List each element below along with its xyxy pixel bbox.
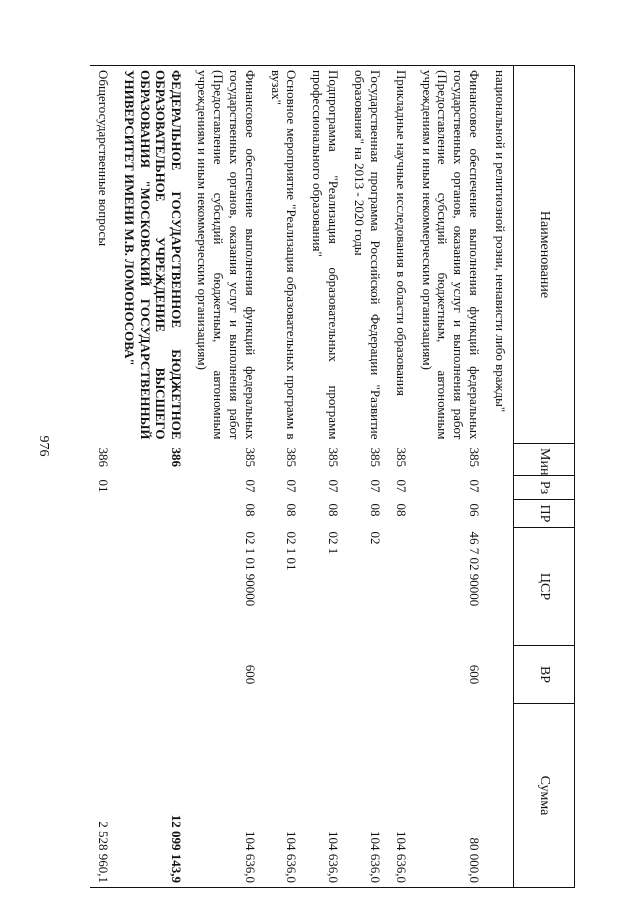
table-row <box>263 66 305 888</box>
cell-min: 385 <box>393 447 409 467</box>
cell-min: 385 <box>467 447 483 467</box>
cell-csr: 46 7 02 90000 <box>467 531 483 607</box>
cell-name: Подпрограмма "Реализация образовательных программ профессионального образования" <box>304 66 346 444</box>
cell-sum: 104 636,0 <box>304 704 346 888</box>
table-row <box>388 66 414 888</box>
cell-csr <box>388 528 414 646</box>
table-row <box>304 66 346 888</box>
cell-name: Государственная программа Российской Федерации "Развитие образования" на 2013 - 2020 годы <box>346 66 388 444</box>
cell-csr <box>487 528 513 646</box>
cell-rz: 07 <box>326 479 342 493</box>
cell-rz <box>116 476 189 500</box>
cell-min: 385 <box>326 447 342 467</box>
table-header-row <box>514 66 575 888</box>
cell-rz <box>487 476 513 500</box>
header-csr: ЦСР <box>514 528 575 646</box>
cell-vr <box>346 646 388 704</box>
header-min: Мин <box>514 444 575 476</box>
cell-pr: 08 <box>367 503 383 517</box>
cell-csr <box>90 528 116 646</box>
cell-min: 386 <box>95 447 111 467</box>
cell-pr: 08 <box>284 503 300 517</box>
cell-min <box>487 444 513 476</box>
cell-vr <box>304 646 346 704</box>
cell-min: 385 <box>367 447 383 467</box>
table-row <box>189 66 262 888</box>
cell-csr: 02 <box>367 531 383 545</box>
cell-csr: 02 1 <box>326 531 342 555</box>
cell-name: ФЕДЕРАЛЬНОЕ ГОСУДАРСТВЕННОЕ БЮДЖЕТНОЕ ОБРАЗОВАТЕЛЬНОЕ УЧРЕЖДЕНИЕ ВЫСШЕГО ОБРАЗОВАНИЯ "МОСКОВСКИЙ ГОСУДАРСТВЕННЫЙ УНИВЕРСИТЕТ ИМЕНИ М.В. ЛОМОНОСОВА" <box>116 66 189 444</box>
cell-vr: 600 <box>467 664 483 685</box>
table-row <box>414 66 487 888</box>
cell-pr: 06 <box>467 503 483 517</box>
cell-vr: 600 <box>242 664 258 685</box>
budget-table <box>90 65 575 888</box>
cell-pr: 08 <box>326 503 342 517</box>
cell-vr <box>90 646 116 704</box>
table-row <box>346 66 388 888</box>
cell-rz: 01 <box>95 479 111 493</box>
cell-name: Основное мероприятие "Реализация образовательных программ в вузах" <box>263 66 305 444</box>
cell-sum: 2 528 960,1 <box>90 704 116 888</box>
cell-vr <box>116 646 189 704</box>
cell-pr <box>90 500 116 528</box>
cell-csr: 02 1 01 <box>284 531 300 571</box>
cell-rz: 07 <box>467 479 483 493</box>
cell-rz: 07 <box>284 479 300 493</box>
cell-vr <box>487 646 513 704</box>
cell-rz: 07 <box>242 479 258 493</box>
cell-name: Финансовое обеспечение выполнения функций федеральных государственных органов, оказания услуг и выполнения работ (Предоставление субсидий бюджетным, автономным учреждениям и иным некоммерческим организациям) <box>414 66 487 444</box>
cell-sum: 104 636,0 <box>346 704 388 888</box>
cell-vr <box>263 646 305 704</box>
cell-rz: 07 <box>393 479 409 493</box>
cell-csr: 02 1 01 90000 <box>242 531 258 607</box>
cell-name: Финансовое обеспечение выполнения функций федеральных государственных органов, оказания услуг и выполнения работ (Предоставление субсидий бюджетным, автономным учреждениям и иным некоммерческим организациям) <box>189 66 262 444</box>
cell-min: 385 <box>284 447 300 467</box>
cell-pr <box>487 500 513 528</box>
cell-csr <box>116 528 189 646</box>
cell-sum: 104 636,0 <box>388 704 414 888</box>
cell-sum: 104 636,0 <box>263 704 305 888</box>
cell-name: национальной и религиозной розни, ненависти либо вражды" <box>487 66 513 444</box>
cell-name: Общегосударственные вопросы <box>90 66 116 444</box>
cell-sum <box>487 704 513 888</box>
table-row <box>487 66 513 888</box>
cell-sum: 104 636,0 <box>189 704 262 888</box>
cell-min: 385 <box>242 447 258 467</box>
header-pr: ПР <box>514 500 575 528</box>
table-row <box>116 66 189 888</box>
cell-vr <box>388 646 414 704</box>
cell-sum: 12 099 143,9 <box>116 704 189 888</box>
rotated-page-content <box>60 65 575 887</box>
page-number: 976 <box>36 435 51 457</box>
header-rz: Рз <box>514 476 575 500</box>
header-name: Наименование <box>514 66 575 444</box>
cell-min: 386 <box>169 447 185 467</box>
cell-pr: 08 <box>393 503 409 517</box>
table-row <box>90 66 116 888</box>
cell-rz: 07 <box>367 479 383 493</box>
header-sum: Сумма <box>514 704 575 888</box>
cell-name: Прикладные научные исследования в области образования <box>388 66 414 444</box>
cell-pr: 08 <box>242 503 258 517</box>
cell-pr <box>116 500 189 528</box>
header-vr: ВР <box>514 646 575 704</box>
cell-sum: 80 000,0 <box>414 704 487 888</box>
